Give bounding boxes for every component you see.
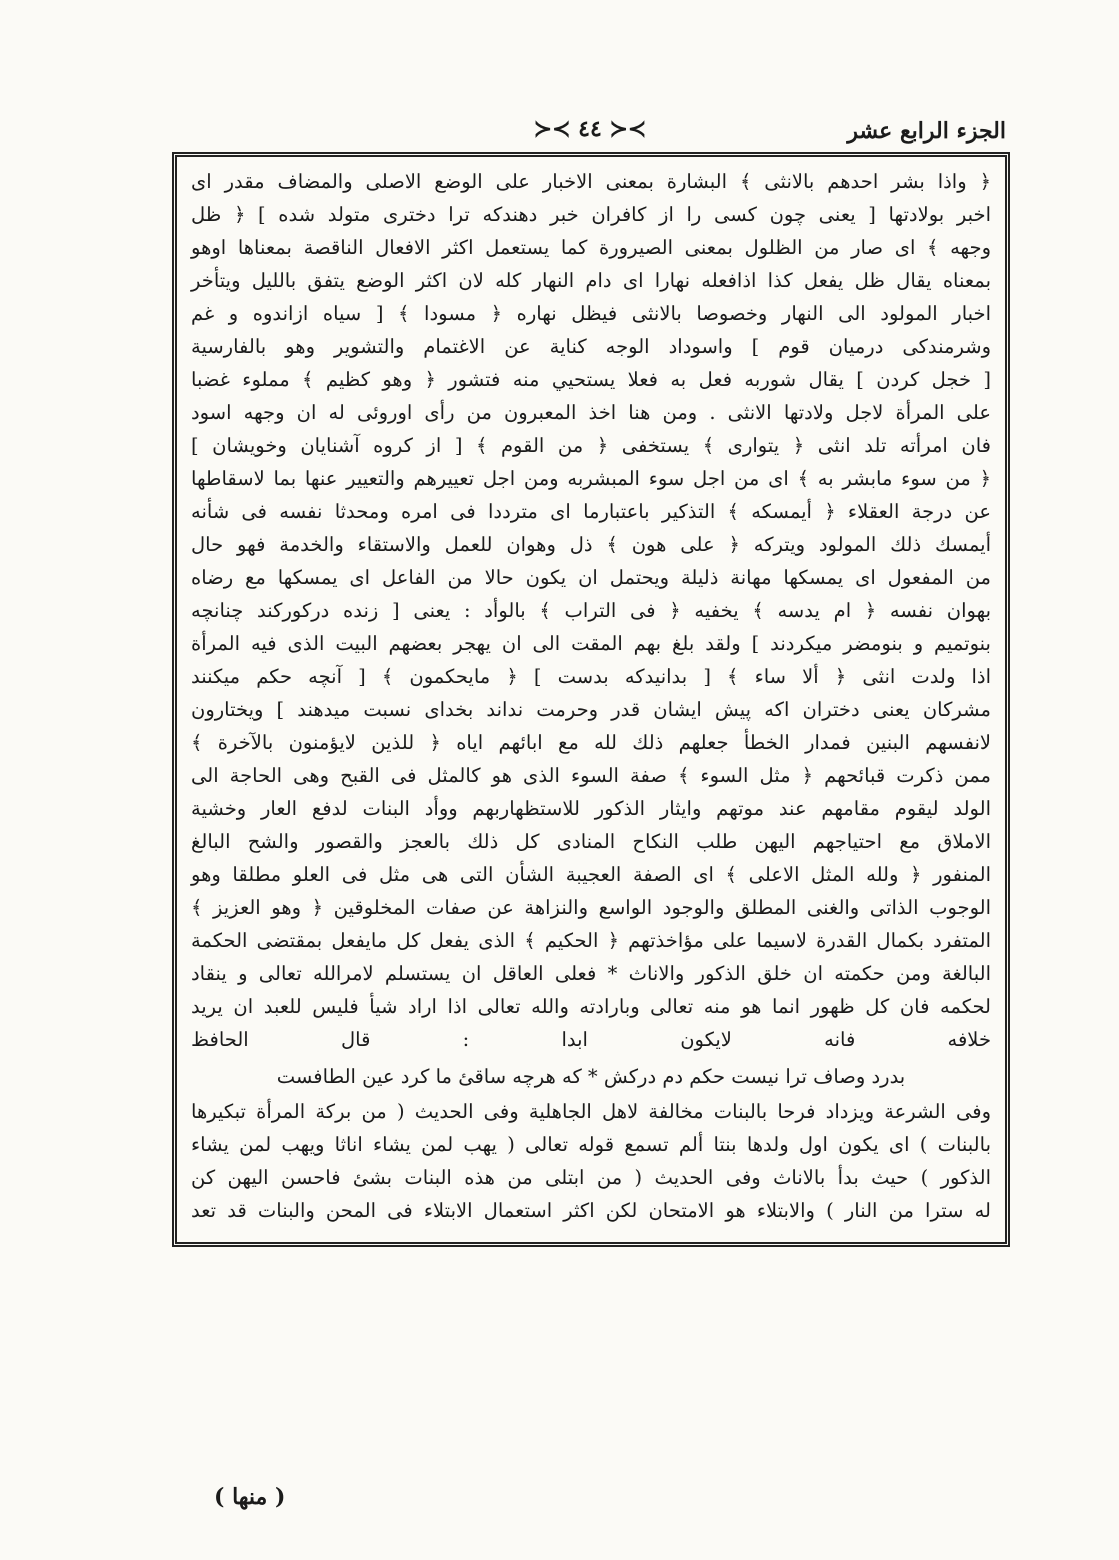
text-frame — [172, 152, 1010, 1247]
text-line: بمعناه يقال ظل يفعل كذا اذافعله نهارا اى دام النهار كله لان اكثر الوضع يتفق بالليل ويتأخر — [191, 269, 991, 292]
text-line: اخبار المولود الى النهار وخصوصا بالانثى فيظل نهاره ﴿ مسودا ﴾ [ سياه ازاندوه و غم — [191, 302, 991, 325]
page-number: ≻≺ ٤٤ ≻≺ — [533, 116, 647, 142]
poem-verse: بدرد وصاف ترا نيست حكم دم دركش * كه هرچه ساقئ ما كرد عين الطافست — [276, 1065, 906, 1088]
text-line: أيمسك ذلك المولود ويتركه ﴿ على هون ﴾ ذل وهوان للعمل والاستقاء والخدمة فهو حال — [191, 533, 991, 556]
text-line: الوجوب الذاتى والغنى المطلق والوجود الواسع والنزاهة عن صفات المخلوقين ﴿ وهو العزيز ﴾ — [191, 896, 991, 919]
text-line: وشرمندكى درميان قوم ] واسوداد الوجه كناية عن الاغتمام والتشوير وهو بالفارسية — [191, 335, 991, 358]
text-line: وفى الشرعة ويزداد فرحا بالبنات مخالفة لاهل الجاهلية وفى الحديث ( من بركة المرأة تبكيرها — [191, 1100, 991, 1123]
page-header — [170, 112, 1006, 150]
text-line: مشركان يعنى دختران اكه پيش ايشان قدر وحرمت نداند بخداى نسبت ميدهند ] ويختارون — [191, 698, 991, 721]
catchword: ( منها ) — [214, 1484, 286, 1510]
text-line: بهوان نفسه ﴿ ام يدسه ﴾ يخفيه ﴿ فى التراب ﴾ بالوأد : يعنى [ زنده دركوركند چنانچه — [191, 599, 991, 622]
text-line: المنفور ﴿ ولله المثل الاعلى ﴾ اى الصفة العجيبة الشأن التى هى مثل فى العلو مطلقا وهو — [191, 863, 991, 886]
text-line: خلافه فانه لايكون ابدا : قال الحافظ — [191, 1028, 991, 1051]
text-line: بنوتميم و بنومضر ميكردند ] ولقد بلغ بهم المقت الى ان يهجر بعضهم البيت الذى فيه المرأة — [191, 632, 991, 655]
text-line: من المفعول اى يمسكها مهانة ذليلة ويحتمل ان يكون حالا من الفاعل اى يمسكها مع رضاه — [191, 566, 991, 589]
paragraph-1 — [191, 165, 991, 1056]
text-line: اخبر بولادتها [ يعنى چون كسى را از كافران خبر دهندكه ترا دخترى متولد شده ] ﴿ ظل — [191, 203, 991, 226]
text-line: لانفسهم البنين فمدار الخطأ جعلهم ذلك لله مع ابائهم اياه ﴿ للذين لايؤمنون بالآخرة ﴾ — [191, 731, 991, 754]
text-line: له سترا من النار ) والابتلاء هو الامتحان لكن اكثر استعمال الابتلاء فى المحن والبنات قد تعد — [191, 1199, 991, 1222]
text-line: الاملاق مع احتياجهم اليهن طلب النكاح المنادى كل ذلك بالعجز والقصور والشح البالغ — [191, 830, 991, 853]
text-line: بالبنات ) اى يكون اول ولدها بنتا ألم تسمع قوله تعالى ( يهب لمن يشاء اناثا ويهب لمن يشاء — [191, 1133, 991, 1156]
text-line: الذكور ) حيث بدأ بالاناث وفى الحديث ( من ابتلى من هذه البنات بشئ فاحسن اليهن كن — [191, 1166, 991, 1189]
paragraph-2 — [191, 1095, 991, 1227]
text-line: اذا ولدت انثى ﴿ ألا ساء ﴾ [ بدانيدكه بدست ] ﴿ مايحكمون ﴾ [ آنچه حكم ميكنند — [191, 665, 991, 688]
text-line: وجهه ﴾ اى صار من الظلول بمعنى الصيرورة كما يستعمل اكثر الافعال الناقصة بمعناها اوهو — [191, 236, 991, 259]
text-line: فان امرأته تلد انثى ﴿ يتوارى ﴾ يستخفى ﴿ من القوم ﴾ [ از كروه آشنايان وخويشان ] — [191, 434, 991, 457]
text-line: ممن ذكرت قبائحهم ﴿ مثل السوء ﴾ صفة السوء الذى هو كالمثل فى القبح وهى الحاجة الى — [191, 764, 991, 787]
text-line: المتفرد بكمال القدرة لاسيما على مؤاخذتهم ﴿ الحكيم ﴾ الذى يفعل كل مايفعل بمقتضى الحكمة — [191, 929, 991, 952]
text-line: الولد ليقوم مقامهم عند موتهم وايثار الذكور للاستظهاربهم ووأد البنات لدفع العار وخشية — [191, 797, 991, 820]
text-line: لحكمه فان كل ظهور انما هو منه تعالى وبارادته والله تعالى اذا اراد شيأ فليس للعبد ان يريد — [191, 995, 991, 1018]
running-title: الجزء الرابع عشر — [847, 118, 1006, 144]
text-line: عن درجة العقلاء ﴿ أيمسكه ﴾ التذكير باعتبارما اى مترددا فى امره ومحدثا نفسه فى شأنه — [191, 500, 991, 523]
text-line: على المرأة لاجل ولادتها الانثى . ومن هنا اخذ المعبرون من رأى اوروئى له ان وجهه اسود — [191, 401, 991, 424]
text-line: ﴿ من سوء مابشر به ﴾ اى من اجل سوء المبشربه ومن اجل تعييرهم والتعيير عنها بما لاسقاطها — [191, 467, 991, 490]
text-line: البالغة ومن حكمته ان خلق الذكور والاناث * فعلى العاقل ان يستسلم لامرالله تعالى و ينقاد — [191, 962, 991, 985]
text-line: [ خجل كردن ] يقال شوربه فعل به فعلا يستحيي منه فتشور ﴿ وهو كظيم ﴾ مملوء غضبا — [191, 368, 991, 391]
text-line: ﴿ واذا بشر احدهم بالانثى ﴾ البشارة بمعنى الاخبار على الوضع الاصلى والمضاف مقدر اى — [191, 170, 991, 193]
